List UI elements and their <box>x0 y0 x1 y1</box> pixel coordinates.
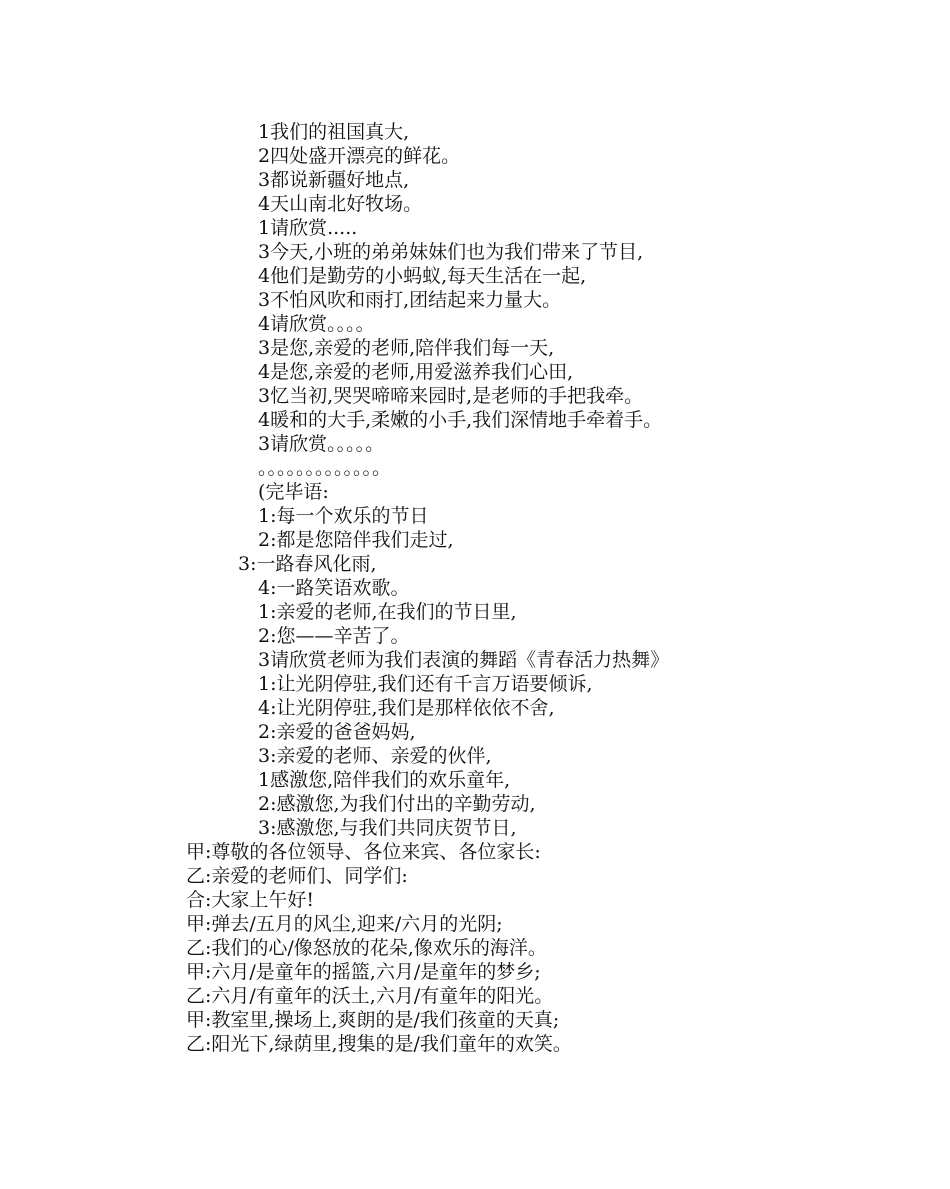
text-line: 3请欣赏。。。。。 <box>258 433 385 455</box>
text-line: 4天山南北好牧场。 <box>258 193 423 215</box>
text-line: 3:亲爱的老师、亲爱的伙伴, <box>258 745 492 767</box>
text-line: (完毕语: <box>258 481 329 503</box>
text-line: 1感激您,陪伴我们的欢乐童年, <box>258 769 511 791</box>
text-line: 3都说新疆好地点, <box>258 169 410 191</box>
text-line: 乙:亲爱的老师们、同学们: <box>186 865 408 887</box>
text-line: 甲:尊敬的各位领导、各位来宾、各位家长: <box>186 841 541 863</box>
text-line: 乙:阳光下,绿荫里,搜集的是/我们童年的欢笑。 <box>186 1033 572 1055</box>
text-line: 合:大家上午好! <box>186 889 315 911</box>
text-line: 2四处盛开漂亮的鲜花。 <box>258 145 461 167</box>
text-line: 甲:六月/是童年的摇篮,六月/是童年的梦乡; <box>186 961 541 983</box>
text-line: 乙:六月/有童年的沃土,六月/有童年的阳光。 <box>186 985 554 1007</box>
text-line: 3不怕风吹和雨打,团结起来力量大。 <box>258 289 562 311</box>
text-line: 4:一路笑语欢歌。 <box>258 577 410 599</box>
text-line: 3请欣赏老师为我们表演的舞蹈《青春活力热舞》 <box>258 649 670 671</box>
text-line: 乙:我们的心/像怒放的花朵,像欢乐的海洋。 <box>186 937 547 959</box>
text-line: 4:让光阴停驻,我们是那样依依不舍, <box>258 697 555 719</box>
text-line: 1请欣赏..... <box>258 217 358 239</box>
text-line: 。。。。。。。。。。。。。 <box>258 457 392 479</box>
text-line: 1:让光阴停驻,我们还有千言万语要倾诉, <box>258 673 593 695</box>
text-line: 2:都是您陪伴我们走过, <box>258 529 454 551</box>
text-line: 2:感激您,为我们付出的辛勤劳动, <box>258 793 536 815</box>
text-line: 2:亲爱的爸爸妈妈, <box>258 721 416 743</box>
text-line: 3今天,小班的弟弟妹妹们也为我们带来了节目, <box>258 241 644 263</box>
text-line: 3:一路春风化雨, <box>238 553 377 575</box>
document-body <box>0 120 950 1056</box>
text-line: 4请欣赏。。。。 <box>258 313 375 335</box>
text-line: 2:您——辛苦了。 <box>258 625 410 647</box>
text-line: 甲:弹去/五月的风尘,迎来/六月的光阴; <box>186 913 503 935</box>
text-line: 3忆当初,哭哭啼啼来园时,是老师的手把我牵。 <box>258 385 644 407</box>
text-line: 甲:教室里,操场上,爽朗的是/我们孩童的天真; <box>186 1009 560 1031</box>
text-line: 4他们是勤劳的小蚂蚁,每天生活在一起, <box>258 265 587 287</box>
text-line: 3是您,亲爱的老师,陪伴我们每一天, <box>258 337 555 359</box>
text-line: 1:亲爱的老师,在我们的节日里, <box>258 601 517 623</box>
text-line: 1:每一个欢乐的节日 <box>258 505 429 527</box>
text-line: 1我们的祖国真大, <box>258 121 410 143</box>
text-line: 4是您,亲爱的老师,用爱滋养我们心田, <box>258 361 574 383</box>
text-line: 3:感激您,与我们共同庆贺节日, <box>258 817 517 839</box>
text-line: 4暖和的大手,柔嫩的小手,我们深情地手牵着手。 <box>258 409 663 431</box>
